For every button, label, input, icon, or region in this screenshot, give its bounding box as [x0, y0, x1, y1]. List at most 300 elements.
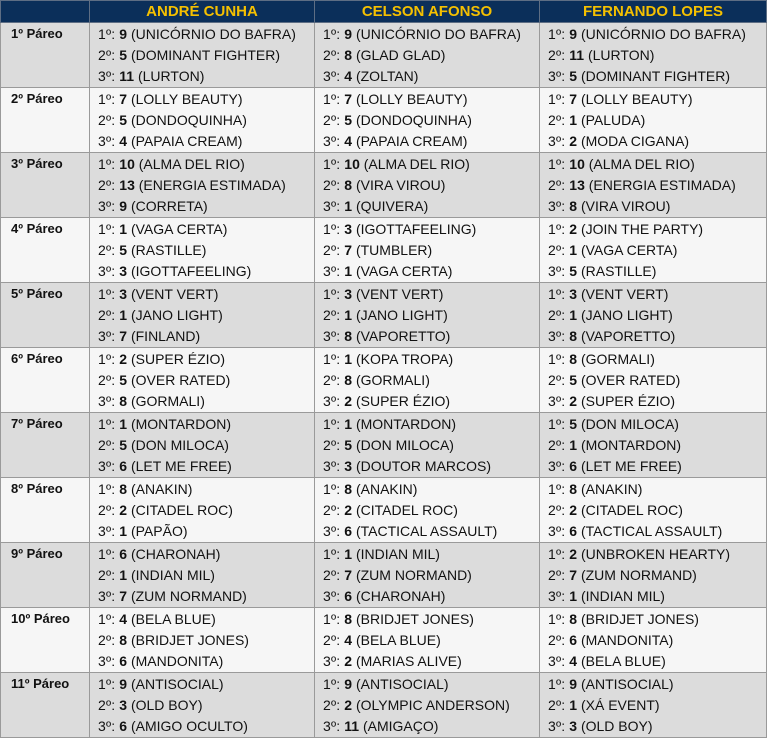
header-tipster-1: ANDRÉ CUNHA — [90, 1, 315, 23]
horse-name: (ZOLTAN) — [355, 68, 419, 84]
pick-line — [323, 45, 539, 66]
pick-position: 1º: — [548, 351, 566, 367]
pick-position: 3º: — [323, 653, 341, 669]
horse-number: 1 — [344, 263, 353, 279]
pick-line — [548, 89, 766, 110]
horse-number: 3 — [119, 263, 128, 279]
horse-number: 5 — [569, 416, 578, 432]
horse-number: 1 — [119, 567, 128, 583]
horse-number: 9 — [119, 198, 128, 214]
pick-line — [98, 305, 314, 326]
horse-name: (LET ME FREE) — [580, 458, 682, 474]
horse-name: (UNICÓRNIO DO BAFRA) — [355, 26, 521, 42]
pick-line — [548, 240, 766, 261]
pick-line — [548, 479, 766, 500]
horse-name: (VIRA VIROU) — [580, 198, 671, 214]
horse-name: (SUPER ÉZIO) — [355, 393, 451, 409]
horse-number: 3 — [119, 286, 128, 302]
race-row — [1, 543, 767, 608]
pick-position: 3º: — [98, 198, 116, 214]
picks-cell — [90, 543, 315, 608]
pick-line — [98, 370, 314, 391]
pick-line — [323, 305, 539, 326]
horse-number: 9 — [569, 26, 578, 42]
horse-number: 8 — [344, 481, 353, 497]
pick-position: 3º: — [323, 198, 341, 214]
pick-line — [548, 66, 766, 87]
picks-cell — [540, 348, 767, 413]
horse-number: 9 — [569, 676, 578, 692]
race-row — [1, 23, 767, 88]
pick-position: 2º: — [323, 632, 341, 648]
horse-name: (DOUTOR MARCOS) — [355, 458, 492, 474]
horse-name: (VENT VERT) — [130, 286, 219, 302]
pick-position: 2º: — [323, 307, 341, 323]
pick-position: 2º: — [323, 242, 341, 258]
horse-name: (VENT VERT) — [355, 286, 444, 302]
picks-cell — [90, 478, 315, 543]
horse-name: (UNICÓRNIO DO BAFRA) — [580, 26, 746, 42]
pick-position: 2º: — [98, 47, 116, 63]
horse-name: (LOLLY BEAUTY) — [355, 91, 468, 107]
horse-name: (GORMALI) — [580, 351, 655, 367]
pick-line — [323, 565, 539, 586]
pick-position: 3º: — [323, 393, 341, 409]
horse-number: 9 — [344, 26, 353, 42]
horse-name: (LURTON) — [137, 68, 205, 84]
horse-number: 2 — [569, 133, 578, 149]
picks-cell — [90, 348, 315, 413]
pick-position: 1º: — [98, 546, 116, 562]
horse-name: (OVER RATED) — [130, 372, 231, 388]
horse-number: 13 — [569, 177, 585, 193]
race-label: 3º Páreo — [1, 153, 90, 218]
pick-position: 1º: — [323, 351, 341, 367]
horse-name: (GORMALI) — [355, 372, 430, 388]
pick-position: 3º: — [98, 588, 116, 604]
horse-number: 7 — [344, 242, 353, 258]
horse-name: (OLD BOY) — [580, 718, 653, 734]
pick-line — [323, 544, 539, 565]
horse-number: 5 — [569, 263, 578, 279]
pick-position: 2º: — [548, 112, 566, 128]
horse-name: (UNBROKEN HEARTY) — [580, 546, 731, 562]
horse-name: (ZUM NORMAND) — [580, 567, 697, 583]
horse-number: 10 — [569, 156, 585, 172]
horse-name: (VIRA VIROU) — [355, 177, 446, 193]
horse-name: (VAPORETTO) — [355, 328, 451, 344]
horse-name: (MANDONITA) — [580, 632, 674, 648]
pick-position: 2º: — [548, 177, 566, 193]
horse-name: (IGOTTAFEELING) — [130, 263, 252, 279]
pick-line — [323, 586, 539, 607]
horse-name: (MARIAS ALIVE) — [355, 653, 462, 669]
pick-position: 2º: — [323, 502, 341, 518]
horse-name: (IGOTTAFEELING) — [355, 221, 477, 237]
horse-name: (ZUM NORMAND) — [130, 588, 247, 604]
picks-cell — [90, 283, 315, 348]
pick-line — [548, 154, 766, 175]
pick-line — [548, 414, 766, 435]
horse-name: (INDIAN MIL) — [355, 546, 440, 562]
horse-number: 8 — [569, 198, 578, 214]
race-label: 2º Páreo — [1, 88, 90, 153]
horse-name: (INDIAN MIL) — [130, 567, 215, 583]
race-label: 9º Páreo — [1, 543, 90, 608]
horse-number: 13 — [119, 177, 135, 193]
horse-number: 8 — [569, 351, 578, 367]
horse-name: (JANO LIGHT) — [580, 307, 673, 323]
horse-name: (ANAKIN) — [130, 481, 193, 497]
horse-name: (INDIAN MIL) — [580, 588, 665, 604]
horse-number: 9 — [119, 676, 128, 692]
pick-line — [548, 326, 766, 347]
horse-number: 8 — [119, 632, 128, 648]
horse-number: 11 — [119, 68, 135, 84]
pick-position: 3º: — [323, 68, 341, 84]
horse-name: (FINLAND) — [130, 328, 201, 344]
pick-position: 1º: — [98, 286, 116, 302]
horse-number: 1 — [569, 588, 578, 604]
horse-number: 3 — [344, 221, 353, 237]
pick-position: 3º: — [323, 588, 341, 604]
race-row — [1, 673, 767, 738]
pick-position: 1º: — [98, 26, 116, 42]
pick-position: 3º: — [323, 458, 341, 474]
pick-line — [323, 609, 539, 630]
pick-line — [548, 435, 766, 456]
horse-number: 2 — [344, 697, 353, 713]
horse-number: 7 — [119, 91, 128, 107]
pick-line — [548, 521, 766, 542]
pick-line — [98, 89, 314, 110]
pick-position: 3º: — [98, 653, 116, 669]
pick-line — [323, 674, 539, 695]
pick-line — [98, 45, 314, 66]
pick-position: 2º: — [98, 567, 116, 583]
horse-name: (LOLLY BEAUTY) — [130, 91, 243, 107]
horse-name: (DON MILOCA) — [130, 437, 229, 453]
pick-line — [548, 609, 766, 630]
pick-line — [323, 716, 539, 737]
horse-number: 9 — [119, 26, 128, 42]
horse-name: (BRIDJET JONES) — [355, 611, 474, 627]
pick-position: 2º: — [98, 437, 116, 453]
pick-position: 1º: — [98, 416, 116, 432]
horse-number: 8 — [119, 481, 128, 497]
race-row — [1, 478, 767, 543]
pick-line — [548, 131, 766, 152]
pick-position: 1º: — [98, 221, 116, 237]
horse-name: (GLAD GLAD) — [355, 47, 446, 63]
horse-number: 4 — [344, 133, 353, 149]
horse-number: 8 — [344, 611, 353, 627]
horse-number: 1 — [119, 221, 128, 237]
pick-line — [323, 479, 539, 500]
horse-number: 1 — [569, 112, 578, 128]
picks-cell — [90, 23, 315, 88]
race-row — [1, 608, 767, 673]
horse-name: (SUPER ÉZIO) — [580, 393, 676, 409]
pick-position: 1º: — [323, 156, 341, 172]
pick-line — [323, 110, 539, 131]
pick-line — [548, 284, 766, 305]
pick-position: 1º: — [548, 156, 566, 172]
race-row — [1, 218, 767, 283]
pick-position: 1º: — [548, 481, 566, 497]
race-label: 5º Páreo — [1, 283, 90, 348]
pick-position: 3º: — [98, 523, 116, 539]
horse-number: 6 — [344, 523, 353, 539]
pick-position: 1º: — [98, 611, 116, 627]
horse-name: (DON MILOCA) — [580, 416, 679, 432]
horse-name: (ENERGIA ESTIMADA) — [588, 177, 736, 193]
horse-name: (ALMA DEL RIO) — [138, 156, 245, 172]
horse-name: (LOLLY BEAUTY) — [580, 91, 693, 107]
horse-number: 1 — [344, 546, 353, 562]
horse-number: 6 — [119, 458, 128, 474]
horse-name: (SUPER ÉZIO) — [130, 351, 226, 367]
race-label: 7º Páreo — [1, 413, 90, 478]
pick-position: 2º: — [548, 502, 566, 518]
horse-number: 5 — [344, 112, 353, 128]
pick-position: 1º: — [323, 26, 341, 42]
pick-line — [323, 651, 539, 672]
pick-position: 3º: — [548, 198, 566, 214]
pick-position: 3º: — [548, 328, 566, 344]
pick-line — [548, 716, 766, 737]
pick-position: 2º: — [98, 632, 116, 648]
pick-position: 1º: — [98, 676, 116, 692]
pick-position: 2º: — [98, 112, 116, 128]
pick-position: 3º: — [548, 588, 566, 604]
horse-number: 6 — [569, 523, 578, 539]
pick-line — [548, 565, 766, 586]
horse-number: 10 — [344, 156, 360, 172]
horse-name: (ANTISOCIAL) — [130, 676, 224, 692]
horse-name: (DON MILOCA) — [355, 437, 454, 453]
pick-position: 2º: — [323, 47, 341, 63]
horse-name: (XÁ EVENT) — [580, 697, 660, 713]
pick-position: 2º: — [548, 697, 566, 713]
horse-number: 6 — [119, 718, 128, 734]
horse-number: 8 — [344, 328, 353, 344]
pick-line — [548, 261, 766, 282]
horse-name: (DOMINANT FIGHTER) — [580, 68, 731, 84]
pick-position: 2º: — [548, 47, 566, 63]
pick-line — [98, 544, 314, 565]
picks-cell — [315, 543, 540, 608]
horse-number: 8 — [569, 611, 578, 627]
picks-cell — [540, 478, 767, 543]
horse-number: 11 — [344, 718, 360, 734]
horse-name: (DONDOQUINHA) — [355, 112, 472, 128]
pick-line — [98, 261, 314, 282]
horse-number: 2 — [344, 502, 353, 518]
horse-number: 2 — [569, 393, 578, 409]
pick-line — [98, 414, 314, 435]
horse-name: (TUMBLER) — [355, 242, 433, 258]
pick-line — [548, 586, 766, 607]
pick-position: 3º: — [323, 718, 341, 734]
horse-name: (CITADEL ROC) — [355, 502, 458, 518]
horse-number: 1 — [119, 307, 128, 323]
pick-position: 2º: — [548, 437, 566, 453]
picks-cell — [90, 608, 315, 673]
pick-line — [323, 370, 539, 391]
pick-line — [98, 565, 314, 586]
horse-name: (AMIGAÇO) — [362, 718, 439, 734]
pick-position: 2º: — [323, 567, 341, 583]
horse-name: (GORMALI) — [130, 393, 205, 409]
pick-position: 1º: — [548, 546, 566, 562]
pick-line — [548, 500, 766, 521]
pick-line — [548, 45, 766, 66]
pick-position: 2º: — [548, 242, 566, 258]
pick-line — [548, 544, 766, 565]
pick-position: 2º: — [323, 177, 341, 193]
pick-position: 2º: — [323, 372, 341, 388]
race-row — [1, 153, 767, 218]
pick-line — [548, 391, 766, 412]
pick-line — [323, 175, 539, 196]
pick-position: 3º: — [323, 328, 341, 344]
horse-number: 5 — [119, 112, 128, 128]
horse-name: (MONTARDON) — [355, 416, 457, 432]
horse-number: 1 — [569, 242, 578, 258]
pick-line — [323, 456, 539, 477]
horse-name: (VAGA CERTA) — [130, 221, 228, 237]
horse-name: (JOIN THE PARTY) — [580, 221, 704, 237]
horse-name: (LET ME FREE) — [130, 458, 232, 474]
pick-line — [548, 456, 766, 477]
pick-line — [98, 521, 314, 542]
horse-number: 1 — [119, 523, 128, 539]
horse-number: 4 — [344, 632, 353, 648]
horse-number: 4 — [119, 133, 128, 149]
pick-position: 3º: — [98, 458, 116, 474]
pick-line — [548, 695, 766, 716]
picks-cell — [315, 283, 540, 348]
pick-line — [548, 24, 766, 45]
picks-cell — [315, 413, 540, 478]
pick-position: 3º: — [98, 328, 116, 344]
pick-position: 2º: — [548, 372, 566, 388]
horse-number: 1 — [569, 307, 578, 323]
pick-line — [548, 630, 766, 651]
horse-number: 5 — [119, 47, 128, 63]
horse-number: 7 — [119, 588, 128, 604]
horse-name: (RASTILLE) — [130, 242, 207, 258]
horse-name: (ANTISOCIAL) — [580, 676, 674, 692]
horse-name: (TACTICAL ASSAULT) — [580, 523, 723, 539]
pick-position: 3º: — [548, 133, 566, 149]
pick-position: 1º: — [323, 481, 341, 497]
horse-name: (ALMA DEL RIO) — [363, 156, 470, 172]
pick-position: 3º: — [98, 133, 116, 149]
header-corner — [1, 1, 90, 23]
pick-line — [98, 284, 314, 305]
horse-number: 5 — [119, 372, 128, 388]
horse-number: 6 — [569, 458, 578, 474]
pick-position: 3º: — [548, 523, 566, 539]
pick-line — [98, 110, 314, 131]
pick-position: 3º: — [98, 263, 116, 279]
horse-number: 5 — [569, 68, 578, 84]
picks-cell — [315, 153, 540, 218]
pick-position: 3º: — [548, 68, 566, 84]
horse-number: 7 — [569, 91, 578, 107]
picks-cell — [540, 153, 767, 218]
horse-name: (MONTARDON) — [130, 416, 232, 432]
pick-line — [98, 219, 314, 240]
horse-name: (JANO LIGHT) — [130, 307, 223, 323]
horse-name: (DONDOQUINHA) — [130, 112, 247, 128]
pick-line — [98, 630, 314, 651]
pick-position: 1º: — [323, 546, 341, 562]
horse-name: (TACTICAL ASSAULT) — [355, 523, 498, 539]
pick-position: 1º: — [98, 351, 116, 367]
pick-line — [548, 175, 766, 196]
picks-cell — [90, 218, 315, 283]
pick-position: 3º: — [548, 458, 566, 474]
picks-cell — [90, 413, 315, 478]
pick-position: 2º: — [548, 632, 566, 648]
horse-number: 3 — [569, 286, 578, 302]
pick-position: 1º: — [548, 286, 566, 302]
pick-line — [98, 175, 314, 196]
horse-number: 7 — [344, 567, 353, 583]
pick-position: 3º: — [548, 718, 566, 734]
pick-position: 2º: — [323, 437, 341, 453]
pick-line — [98, 716, 314, 737]
header-tipster-3: FERNANDO LOPES — [540, 1, 767, 23]
pick-position: 2º: — [98, 372, 116, 388]
horse-number: 1 — [344, 416, 353, 432]
pick-position: 2º: — [98, 177, 116, 193]
pick-line — [323, 391, 539, 412]
pick-position: 3º: — [98, 393, 116, 409]
pick-position: 3º: — [548, 393, 566, 409]
horse-number: 8 — [119, 393, 128, 409]
pick-position: 2º: — [98, 307, 116, 323]
horse-name: (VENT VERT) — [580, 286, 669, 302]
race-row — [1, 413, 767, 478]
picks-cell — [315, 218, 540, 283]
horse-name: (CITADEL ROC) — [130, 502, 233, 518]
race-row — [1, 88, 767, 153]
pick-position: 3º: — [98, 718, 116, 734]
horse-name: (PAPAIA CREAM) — [355, 133, 468, 149]
horse-name: (BELA BLUE) — [580, 653, 666, 669]
pick-line — [98, 154, 314, 175]
horse-number: 11 — [569, 47, 585, 63]
header-tipster-2: CELSON AFONSO — [315, 1, 540, 23]
pick-line — [98, 240, 314, 261]
pick-line — [323, 89, 539, 110]
pick-line — [323, 521, 539, 542]
horse-name: (PAPÃO) — [130, 523, 188, 539]
horse-name: (UNICÓRNIO DO BAFRA) — [130, 26, 296, 42]
horse-name: (MODA CIGANA) — [580, 133, 690, 149]
pick-line — [548, 305, 766, 326]
pick-line — [98, 609, 314, 630]
pick-line — [323, 154, 539, 175]
horse-number: 8 — [344, 177, 353, 193]
horse-name: (PAPAIA CREAM) — [130, 133, 243, 149]
table-body — [1, 23, 767, 738]
pick-line — [98, 456, 314, 477]
